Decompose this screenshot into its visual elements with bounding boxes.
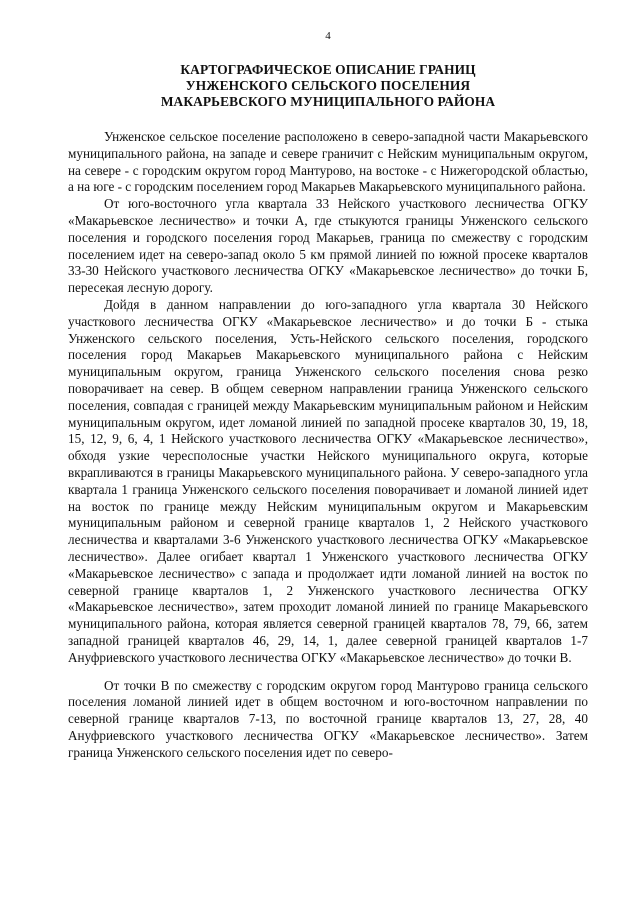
title-line-1: КАРТОГРАФИЧЕСКОЕ ОПИСАНИЕ ГРАНИЦ [180,62,476,77]
paragraph-2: От юго-восточного угла квартала 33 Нейского участкового лесничества ОГКУ «Макарьевское лесничество» и точки А, где стыкуются границы Унженского сельского поселения и городского поселения город Макарьев, граница по смежеству с городским поселением идет на северо-запад около 5 км прямой линией по южной просеке кварталов 33-30 Нейского участкового лесничества ОГКУ «Макарьевское лесничество» до точки Б, пересекая лесную дорогу. [68,196,588,296]
paragraph-1: Унженское сельское поселение расположено в северо-западной части Макарьевского муниципального района, на западе и севере граничит с Нейским муниципальным округом, на севере - с городским округом город Мантурово, на востоке - с Нижегородской областью, а на юге - с городским поселением город Макарьев Макарьевского муниципального района. [68,129,588,195]
page-number: 4 [325,30,331,42]
title-line-3: МАКАРЬЕВСКОГО МУНИЦИПАЛЬНОГО РАЙОНА [160,94,496,109]
paragraph-4: От точки В по смежеству с городским округом город Мантурово граница сельского поселения ломаной линией идет в общем восточном и юго-восточном направлении по северной границе кварталов 7-13, по восточной границе кварталов 13, 27, 28, 40 Ануфриевского участкового лесничества ОГКУ «Макарьевское лесничество». Затем граница Унженского сельского поселения идет по северо- [68,677,588,760]
document-body [68,129,588,761]
document-title [68,62,588,110]
paragraph-3: Дойдя в данном направлении до юго-западного угла квартала 30 Нейского участкового лесничества ОГКУ «Макарьевское лесничество» и до точки Б - стыка Унженского сельского поселения, Усть-Нейского сельского поселения, городского поселения город Макарьев Макарьевского муниципального района с Нейским муниципальным округом, граница Унженского сельского поселения снова резко поворачивает на север. В общем северном направлении граница Унженского сельского поселения, совпадая с границей между Макарьевским муниципальным районом и Нейским муниципальным округом, идет ломаной линией по западной просеке кварталов 30, 19, 18, 15, 12, 9, 6, 4, 1 Нейского участкового лесничества ОГКУ «Макарьевское лесничество», обходя узкие чересполосные участки Нейского муниципального округа, которые вкрапливаются в границы Макарьевского муниципального района. У северо-западного угла квартала 1 граница Унженского сельского поселения поворачивает и ломаной линией идет на восток по границе между Нейским муниципальным округом и Макарьевским муниципальным районом и северной границе кварталов 1, 2 Нейского участкового лесничества и кварталами 3-6 Унженского участкового лесничества ОГКУ «Макарьевское лесничество». Далее огибает квартал 1 Унженского участкового лесничества ОГКУ «Макарьевское лесничество» с запада и продолжает идти ломаной линией на восток по северной границе кварталов 1, 2 Унженского участкового лесничества ОГКУ «Макарьевское лесничество», затем проходит ломаной линией по границе Макарьевского муниципального района, которая является северной границей кварталов 78, 79, 66, затем западной границей кварталов 46, 29, 14, 1, далее северной границей кварталов 1-7 Ануфриевского участкового лесничества ОГКУ «Макарьевское лесничество» до точки В. [68,296,588,665]
title-line-2: УНЖЕНСКОГО СЕЛЬСКОГО ПОСЕЛЕНИЯ [185,78,471,93]
